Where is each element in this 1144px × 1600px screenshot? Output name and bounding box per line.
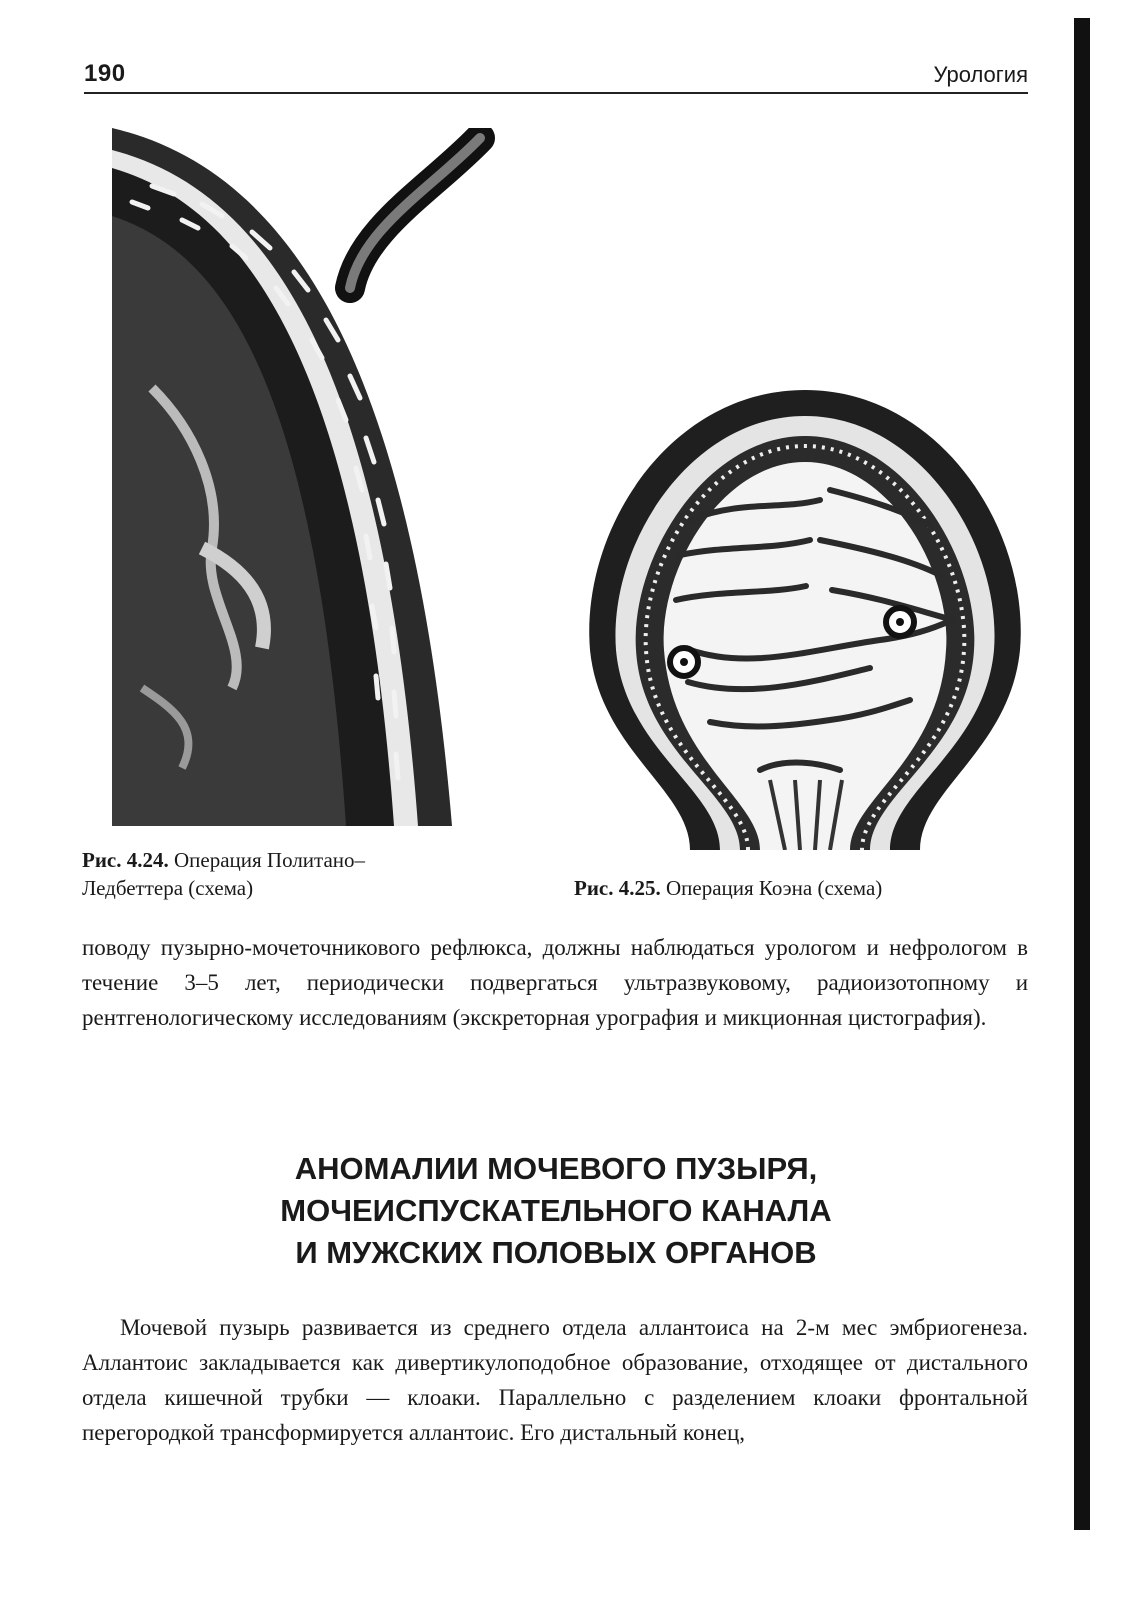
caption-text: Операция Коэна (схема) [666,876,883,900]
section-heading [84,1148,1028,1274]
paragraph-body [82,1310,1028,1450]
caption-text-line1: Операция Политано– [174,848,366,872]
running-title: Урология [933,62,1028,87]
paragraph-text: Мочевой пузырь развивается из среднего отдела аллантоиса на 2-м мес эмбриогенеза. Аллантоис закладывается как дивертикулоподобное образование, отходящее от дистального отдела кишечной трубки — клоаки. Параллельно с разделением клоаки фронтальной перегородкой трансформируется аллантоис. Его дистальный конец, [82,1315,1028,1445]
section-heading-line3: И МУЖСКИХ ПОЛОВЫХ ОРГАНОВ [295,1235,817,1270]
scan-edge-bar [1074,18,1090,1530]
figure-4-24-caption [82,846,522,902]
caption-text-line2: Ледбеттера (схема) [82,876,254,900]
section-heading-line2: МОЧЕИСПУСКАТЕЛЬНОГО КАНАЛА [280,1193,832,1228]
caption-label: Рис. 4.24. [82,848,169,872]
paragraph-text: поводу пузырно-мочеточникового рефлюкса, должны наблюдаться урологом и нефрологом в течение 3–5 лет, периодически подвергаться ультразвуковому, радиоизотопному и рентгенологическому исследованиям (экскреторная урография и микционная цистография). [82,935,1028,1030]
figure-4-25-illustration [580,350,1030,850]
figure-4-24-illustration [112,128,502,826]
paragraph-continued [82,930,1028,1035]
figure-4-25-caption [574,874,1014,902]
page-number: 190 [84,60,126,87]
caption-label: Рис. 4.25. [574,876,661,900]
header-rule [84,92,1028,94]
section-heading-line1: АНОМАЛИИ МОЧЕВОГО ПУЗЫРЯ, [294,1151,818,1186]
